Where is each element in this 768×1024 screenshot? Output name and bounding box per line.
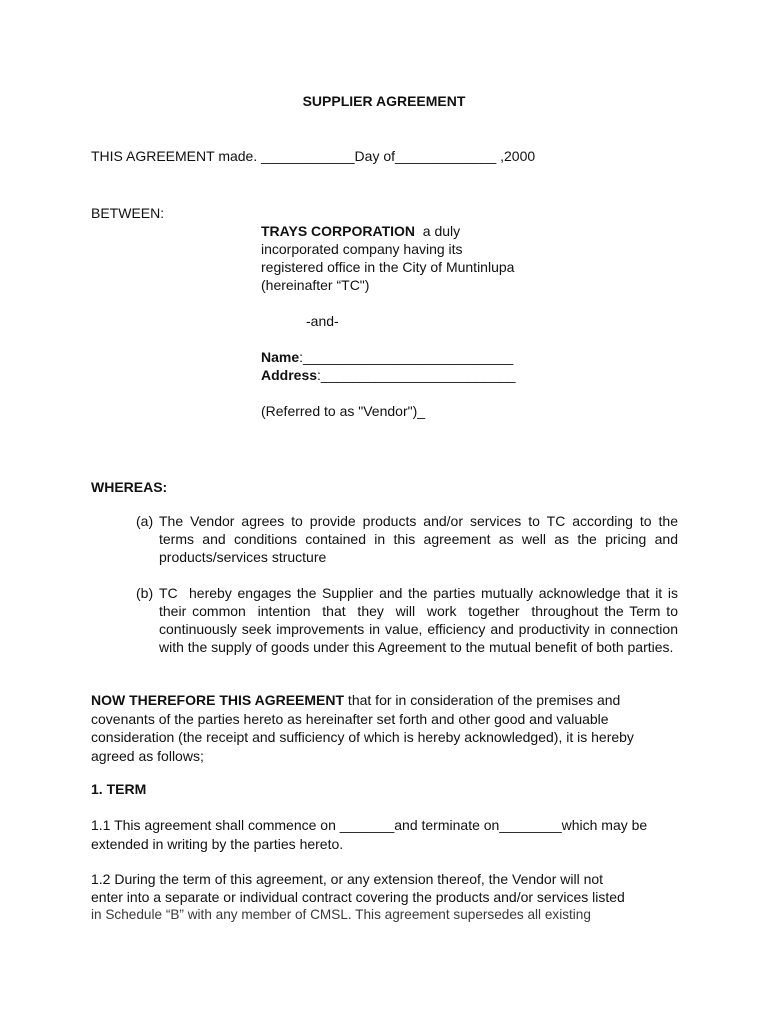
clause-1-2-line1: 1.2 During the term of this agreement, or any extension thereof, the Vendor will not [91, 871, 604, 887]
whereas-heading: WHEREAS: [91, 479, 168, 495]
and-label: -and- [306, 313, 339, 329]
vendor-name-blank: :___________________________ [299, 349, 514, 365]
party1-line4: (hereinafter “TC") [261, 277, 370, 293]
now-therefore-text: that for in consideration of the premises and covenants of the parties hereto as hereinafter set forth and other good and valuable consideration (the receipt and sufficiency of which is hereby acknowledged), it is hereby agreed as follows; [91, 692, 634, 764]
party1-name: TRAYS CORPORATION [261, 223, 416, 239]
recital-a-text: The Vendor agrees to provide products and/or services to TC according to the terms and conditions contained in this agreement as well as the pricing and products/services structure [159, 513, 678, 565]
section-1-heading: 1. TERM [91, 781, 147, 797]
now-therefore-lead: NOW THEREFORE THIS AGREEMENT [91, 692, 345, 708]
document-title: SUPPLIER AGREEMENT [302, 93, 466, 109]
vendor-name-label: Name [261, 349, 300, 365]
recital-b [136, 584, 682, 656]
recital-a-label: (a) [136, 513, 154, 529]
vendor-address-line [261, 366, 516, 384]
party1-line3: registered office in the City of Muntinlupa [261, 259, 515, 275]
clause-1-2-line3: in Schedule “B” with any member of CMSL. This agreement supersedes all existing [91, 907, 591, 922]
vendor-address-blank: :_________________________ [317, 367, 516, 383]
recital-b-text: TC hereby engages the Supplier and the parties mutually acknowledge that it is their common intention that they will work together throughout the Term to continuously seek improvements in value, efficiency and productivity in connection with the supply of goods under this Agreement to the mutual benefit of both parties. [159, 585, 682, 655]
party1-line1-rest: a duly [415, 223, 461, 239]
clause-1-2-line2: enter into a separate or individual contract covering the products and/or services listed [91, 889, 625, 905]
recital-a [136, 512, 678, 566]
between-label: BETWEEN: [91, 205, 165, 221]
vendor-name-line [261, 348, 513, 366]
vendor-referred: (Referred to as "Vendor")_ [261, 403, 426, 419]
opening-line: THIS AGREEMENT made. ____________Day of_____________ ,2000 [91, 148, 536, 164]
recital-b-label: (b) [136, 585, 154, 601]
party1-line1 [261, 222, 460, 240]
now-therefore-paragraph [91, 691, 679, 765]
party1-line2: incorporated company having its [261, 241, 463, 257]
vendor-address-label: Address [261, 367, 318, 383]
clause-1-1: 1.1 This agreement shall commence on _______and terminate on________which may be extended in writing by the parties hereto. [91, 817, 648, 852]
